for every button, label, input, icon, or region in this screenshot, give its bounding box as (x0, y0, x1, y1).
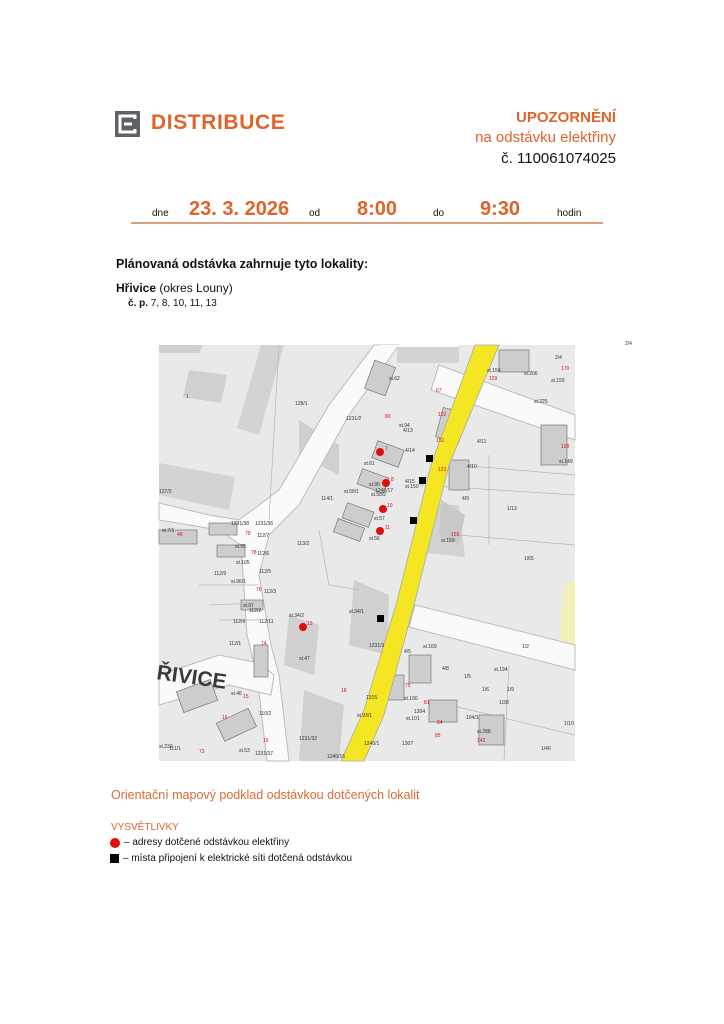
svg-text:4/8: 4/8 (442, 666, 449, 672)
svg-text:st.7/1: st.7/1 (162, 528, 175, 534)
svg-text:4/14: 4/14 (405, 448, 415, 454)
svg-text:st.97: st.97 (243, 603, 254, 609)
svg-text:104/1: 104/1 (466, 715, 479, 721)
svg-text:159: 159 (451, 532, 460, 538)
svg-text:st.93/1: st.93/1 (357, 713, 373, 719)
svg-text:110/2: 110/2 (259, 711, 272, 717)
legend-title: VYSVĚTLIVKY (111, 822, 179, 833)
house-numbers-list: 7, 8, 10, 11, 13 (148, 298, 217, 309)
svg-text:7: 7 (385, 446, 388, 452)
svg-text:st.94: st.94 (399, 423, 410, 429)
notice-title: UPOZORNĚNÍ (515, 109, 616, 126)
svg-text:st.61: st.61 (364, 461, 375, 467)
svg-text:st.56: st.56 (369, 536, 380, 542)
svg-text:st.96/1: st.96/1 (231, 579, 247, 585)
svg-text:142: 142 (477, 738, 486, 744)
svg-text:8: 8 (391, 477, 394, 483)
svg-text:1231/37: 1231/37 (255, 751, 274, 757)
svg-text:49: 49 (177, 532, 183, 538)
brand-name: DISTRIBUCE (151, 111, 286, 134)
svg-text:st.34/1: st.34/1 (349, 609, 365, 615)
svg-text:st.58/1: st.58/1 (344, 489, 360, 495)
svg-text:4/13: 4/13 (403, 428, 413, 434)
from-label: od (309, 208, 321, 219)
svg-text:16: 16 (263, 738, 269, 744)
svg-text:123: 123 (438, 467, 447, 473)
svg-text:st.206: st.206 (524, 371, 538, 377)
to-time: 9:30 (480, 198, 521, 220)
svg-text:st.100: st.100 (404, 696, 418, 702)
svg-text:1/5: 1/5 (464, 674, 471, 680)
svg-text:st.62: st.62 (389, 376, 400, 382)
svg-text:1/13: 1/13 (507, 506, 517, 512)
svg-text:1/65: 1/65 (524, 556, 534, 562)
svg-text:st.95: st.95 (235, 544, 246, 550)
svg-text:170: 170 (561, 366, 570, 372)
black-square-icon (110, 854, 119, 863)
red-dot-icon (110, 838, 120, 848)
svg-text:151: 151 (436, 438, 445, 444)
svg-text:129: 129 (561, 444, 570, 450)
svg-text:129: 129 (489, 376, 498, 382)
svg-text:128/1: 128/1 (295, 401, 308, 407)
svg-text:112/9: 112/9 (214, 571, 227, 577)
from-time: 8:00 (357, 198, 398, 220)
legend-label: – místa připojení k elektrické síti dotčená odstávkou (123, 853, 353, 864)
svg-text:1/9: 1/9 (507, 687, 514, 693)
svg-text:1: 1 (186, 394, 189, 400)
svg-text:st.225: st.225 (534, 399, 548, 405)
svg-text:st.47: st.47 (299, 656, 310, 662)
svg-text:st.53: st.53 (239, 748, 250, 754)
svg-text:1231/36: 1231/36 (255, 521, 274, 527)
svg-text:111/1: 111/1 (169, 746, 181, 752)
svg-text:1307: 1307 (402, 741, 414, 747)
notice-number: č. 110061074025 (501, 150, 616, 167)
svg-text:st.149: st.149 (559, 459, 573, 465)
svg-text:st.58/2: st.58/2 (371, 492, 387, 498)
notice-subtitle: na odstávku elektřiny (475, 129, 616, 146)
svg-text:75: 75 (405, 683, 411, 689)
svg-text:1304: 1304 (414, 709, 426, 715)
svg-text:st.90: st.90 (369, 482, 380, 488)
svg-text:113/2: 113/2 (297, 541, 310, 547)
svg-text:81: 81 (424, 700, 430, 706)
svg-text:11: 11 (385, 525, 391, 531)
town-name: Hřivice (116, 281, 157, 295)
svg-text:1231/38: 1231/38 (231, 521, 250, 527)
svg-text:st.156: st.156 (487, 368, 501, 374)
to-label: do (433, 208, 445, 219)
map-town-label: ŘIVICE (155, 661, 228, 694)
svg-text:4/11: 4/11 (477, 439, 487, 445)
svg-text:1240/1: 1240/1 (364, 741, 380, 747)
district-name: (okres Louny) (156, 281, 233, 295)
svg-text:79: 79 (245, 531, 251, 537)
svg-text:1240/16: 1240/16 (327, 754, 346, 760)
svg-text:1/10: 1/10 (564, 721, 574, 727)
svg-text:1240/17: 1240/17 (375, 488, 394, 494)
svg-text:1/2: 1/2 (522, 644, 529, 650)
svg-text:127/3: 127/3 (159, 489, 172, 495)
svg-text:18: 18 (341, 688, 347, 694)
svg-text:1231/2: 1231/2 (346, 416, 362, 422)
svg-text:4/9: 4/9 (462, 496, 469, 502)
svg-text:112/7: 112/7 (257, 533, 270, 539)
svg-text:4/10: 4/10 (467, 464, 477, 470)
schedule-line (131, 198, 603, 224)
house-numbers (128, 298, 217, 309)
svg-text:1/6: 1/6 (482, 687, 489, 693)
svg-text:13: 13 (307, 621, 313, 627)
svg-text:80: 80 (385, 414, 391, 420)
svg-text:4/5: 4/5 (404, 649, 411, 655)
svg-text:1231/32: 1231/32 (299, 736, 318, 742)
map-caption: Orientační mapový podklad odstávkou dotčených lokalit (111, 788, 420, 802)
svg-text:122: 122 (438, 412, 447, 418)
svg-text:67: 67 (436, 388, 442, 394)
locality-lead: Plánovaná odstávka zahrnuje tyto lokality: (116, 257, 369, 271)
svg-text:st.159: st.159 (441, 538, 455, 544)
svg-text:st.150: st.150 (405, 484, 419, 490)
legend-label: – adresy dotčené odstávkou elektřiny (124, 837, 290, 848)
svg-text:84: 84 (437, 720, 443, 726)
svg-text:112/3: 112/3 (264, 589, 277, 595)
locality-town (116, 281, 233, 295)
svg-text:15: 15 (243, 694, 249, 700)
svg-text:st.155: st.155 (551, 378, 565, 384)
svg-text:st.46: st.46 (231, 691, 242, 697)
svg-text:85: 85 (435, 733, 441, 739)
svg-text:st.194: st.194 (494, 667, 508, 673)
svg-text:112/2: 112/2 (249, 608, 262, 614)
svg-text:st.232: st.232 (159, 744, 173, 750)
svg-text:4/15: 4/15 (405, 479, 415, 485)
legend-item-connection-points (110, 853, 352, 864)
svg-text:1231/3: 1231/3 (369, 643, 385, 649)
svg-text:st.101: st.101 (406, 716, 420, 722)
logo-icon (115, 111, 140, 137)
svg-text:1/46: 1/46 (541, 746, 551, 752)
outage-date: 23. 3. 2026 (189, 198, 290, 220)
svg-text:16: 16 (222, 715, 228, 721)
svg-text:114/1: 114/1 (321, 496, 334, 502)
svg-text:14: 14 (261, 641, 267, 647)
unit-label: hodin (557, 208, 582, 219)
svg-text:2/4: 2/4 (555, 355, 562, 361)
svg-text:10: 10 (387, 503, 393, 509)
svg-text:112/1: 112/1 (229, 641, 242, 647)
svg-text:112/11: 112/11 (259, 619, 274, 625)
svg-text:112/6: 112/6 (257, 551, 270, 557)
svg-text:1315: 1315 (366, 695, 378, 701)
svg-text:st.105: st.105 (236, 560, 250, 566)
svg-text:78: 78 (251, 550, 257, 556)
legend-item-addresses (110, 837, 289, 848)
svg-text:st.169: st.169 (423, 644, 437, 650)
svg-text:112/5: 112/5 (259, 569, 272, 575)
svg-text:st.34/2: st.34/2 (289, 613, 305, 619)
svg-text:st.57: st.57 (374, 516, 385, 522)
svg-text:73: 73 (199, 749, 205, 755)
svg-text:112/4: 112/4 (233, 619, 246, 625)
svg-text:st.288: st.288 (477, 729, 491, 735)
date-label: dne (152, 208, 169, 219)
svg-text:2/4: 2/4 (625, 341, 632, 347)
house-numbers-label: č. p. (128, 298, 149, 309)
outage-map (155, 341, 632, 761)
svg-text:1/38: 1/38 (499, 700, 509, 706)
svg-text:76: 76 (256, 587, 262, 593)
